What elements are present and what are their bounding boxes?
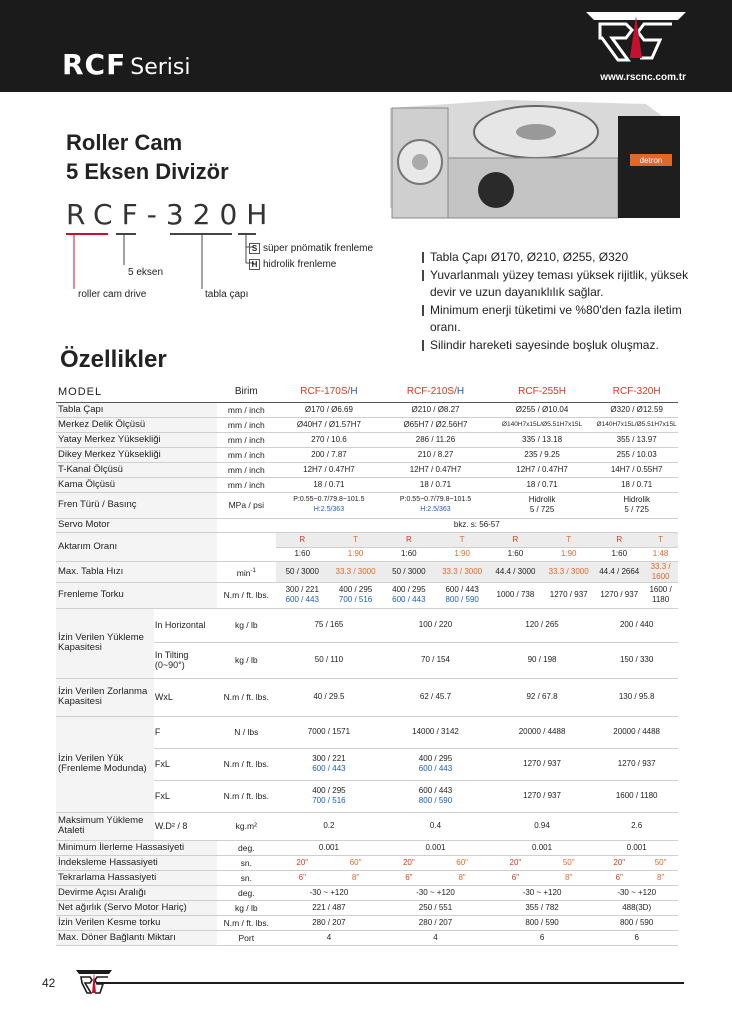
table-row: Aktarım Oranı R T R T R T R T (56, 532, 678, 547)
table-row: İndeksleme Hassasiyeti sn. 20" 60" 20" 60" 20" 50" 20" 50" (56, 855, 678, 870)
option-s-text: süper pnömatik frenleme (263, 243, 374, 255)
table-row: Tabla Çapı mm / inch Ø170 / Ø6.69 Ø210 / Ø8.27 Ø255 / Ø10.04 Ø320 / Ø12.59 (56, 402, 678, 417)
table-row: İzin Verilen Yük (Frenleme Modunda) F N / lbs 7000 / 1571 14000 / 3142 20000 / 4488 20000 / 4488 (56, 716, 678, 748)
table-row: Fren Türü / Basınç MPa / psi P:0.55~0.7/79.8~101.5 H:2.5/363 P:0.55~0.7/79.8~101.5 H:2.5/363 Hidrolik 5 / 725 Hidrolik 5 / 725 (56, 492, 678, 518)
section-title: Özellikler (60, 346, 167, 373)
table-row: Yatay Merkez Yüksekliği mm / inch 270 / 10.6 286 / 11.26 335 / 13.18 355 / 13.97 (56, 432, 678, 447)
table-row: FxL N.m / ft. lbs. 300 / 221 600 / 443 400 / 295 600 / 443 1270 / 937 1270 / 937 (56, 748, 678, 780)
table-row: İzin Verilen Kesme torku N.m / ft. lbs. 280 / 207 280 / 207 800 / 590 800 / 590 (56, 915, 678, 930)
col-model-3: RCF-255H (489, 383, 596, 402)
table-row: 1:60 1:90 1:60 1:90 1:60 1:90 1:60 1:48 (56, 547, 678, 561)
title-line-1: Roller Cam (66, 130, 183, 155)
option-h (249, 259, 336, 270)
spec-table (56, 383, 678, 946)
option-s-box: S (249, 243, 260, 254)
label-5-eksen: 5 eksen (128, 267, 164, 278)
col-model: MODEL (56, 383, 217, 402)
col-model-4: RCF-320H (595, 383, 678, 402)
feature-item: Minimum enerji tüketimi ve %80'den fazla iletim oranı. (422, 302, 692, 337)
option-s (249, 243, 373, 254)
product-badge: detron (639, 156, 663, 165)
table-row: Maksimum Yükleme Ataleti W.D² / 8 kg.m² 0.2 0.4 0.94 2.6 (56, 812, 678, 840)
table-row: T-Kanal Ölçüsü mm / inch 12H7 / 0.47H7 12H7 / 0.47H7 12H7 / 0.47H7 14H7 / 0.55H7 (56, 462, 678, 477)
table-row: İzin Verilen Zorlanma Kapasitesi WxL N.m / ft. lbs. 40 / 29.5 62 / 45.7 92 / 67.8 130 / 95.8 (56, 678, 678, 716)
rs-logo-icon (582, 8, 690, 68)
website-url[interactable]: www.rscnc.com.tr (600, 72, 686, 83)
table-row: Dikey Merkez Yüksekliği mm / inch 200 / 7.87 210 / 8.27 235 / 9.25 255 / 10.03 (56, 447, 678, 462)
feature-item: Silindir hareketi sayesinde boşluk oluşmaz. (422, 337, 692, 355)
label-tabla-capi: tabla çapı (205, 289, 249, 300)
table-header-row (56, 383, 678, 402)
feature-list (422, 249, 692, 354)
table-row: FxL N.m / ft. lbs. 400 / 295 700 / 516 600 / 443 800 / 590 1270 / 937 1600 / 1180 (56, 780, 678, 812)
table-row: Net ağırlık (Servo Motor Hariç) kg / lb 221 / 487 250 / 551 355 / 782 488(3D) (56, 900, 678, 915)
col-model-1: RCF-170S/H (276, 383, 383, 402)
table-row: Servo Motor bkz. s: 56-57 (56, 518, 678, 532)
option-h-box: H (249, 259, 260, 270)
feature-item: Yuvarlanmalı yüzey teması yüksek rijitlik, yüksek devir ve uzun dayanıklılık sağlar. (422, 267, 692, 302)
product-title (66, 128, 229, 186)
option-h-text: hidrolik frenleme (263, 259, 337, 271)
table-row: Merkez Delik Ölçüsü mm / inch Ø40H7 / Ø1.57H7 Ø65H7 / Ø2.56H7 Ø140H7x15L/Ø5.51H7x15L Ø140H7x15L/Ø5.51H7x15L (56, 417, 678, 432)
table-row: Tekrarlama Hassasiyeti sn. 6" 8" 6" 8" 6" 8" 6" 8" (56, 870, 678, 885)
label-roller-cam-drive: roller cam drive (78, 289, 147, 300)
title-line-2: 5 Eksen Divizör (66, 159, 229, 184)
table-row: İzin Verilen Yükleme Kapasitesi In Horizontal kg / lb 75 / 165 100 / 220 120 / 265 200 / 440 (56, 608, 678, 642)
table-row: Max. Tabla Hızı $\min^{-1}$ 50 / 3000 33.3 / 3000 50 / 3000 33.3 / 3000 44.4 / 3000 33.3 / 3000 44.4 / 2664 33.3 / 1600 (56, 561, 678, 582)
col-birim: Birim (217, 383, 276, 402)
table-row: Frenleme Torku N.m / ft. lbs. 300 / 221 600 / 443 400 / 295 700 / 516 400 / 295 600 / 443 600 / 443 800 / 590 1000 / 738 1270 / 937 1270 / 937 1600 / 1180 (56, 582, 678, 608)
table-row: Max. Döner Bağlantı Miktarı Port 4 4 6 6 (56, 930, 678, 945)
series-title (62, 48, 190, 81)
feature-item: Tabla Çapı Ø170, Ø210, Ø255, Ø320 (422, 249, 692, 267)
table-row: In Tilting (0~90°) kg / lb 50 / 110 70 / 154 90 / 198 150 / 330 (56, 642, 678, 678)
table-row: Kama Ölçüsü mm / inch 18 / 0.71 18 / 0.71 18 / 0.71 18 / 0.71 (56, 477, 678, 492)
table-row: Devirme Açısı Aralığı deg. -30 ~ +120 -30 ~ +120 -30 ~ +120 -30 ~ +120 (56, 885, 678, 900)
series-name: RCF (62, 48, 127, 81)
model-code: RCF-320H (66, 198, 277, 231)
header-bar (0, 0, 732, 92)
footer-divider (96, 982, 684, 984)
col-model-2: RCF-210S/H (382, 383, 489, 402)
page-number: 42 (42, 976, 56, 990)
series-suffix: Serisi (130, 55, 191, 80)
product-image (386, 98, 682, 238)
table-row: Minimum İlerleme Hassasiyeti deg. 0.001 0.001 0.001 0.001 (56, 840, 678, 855)
